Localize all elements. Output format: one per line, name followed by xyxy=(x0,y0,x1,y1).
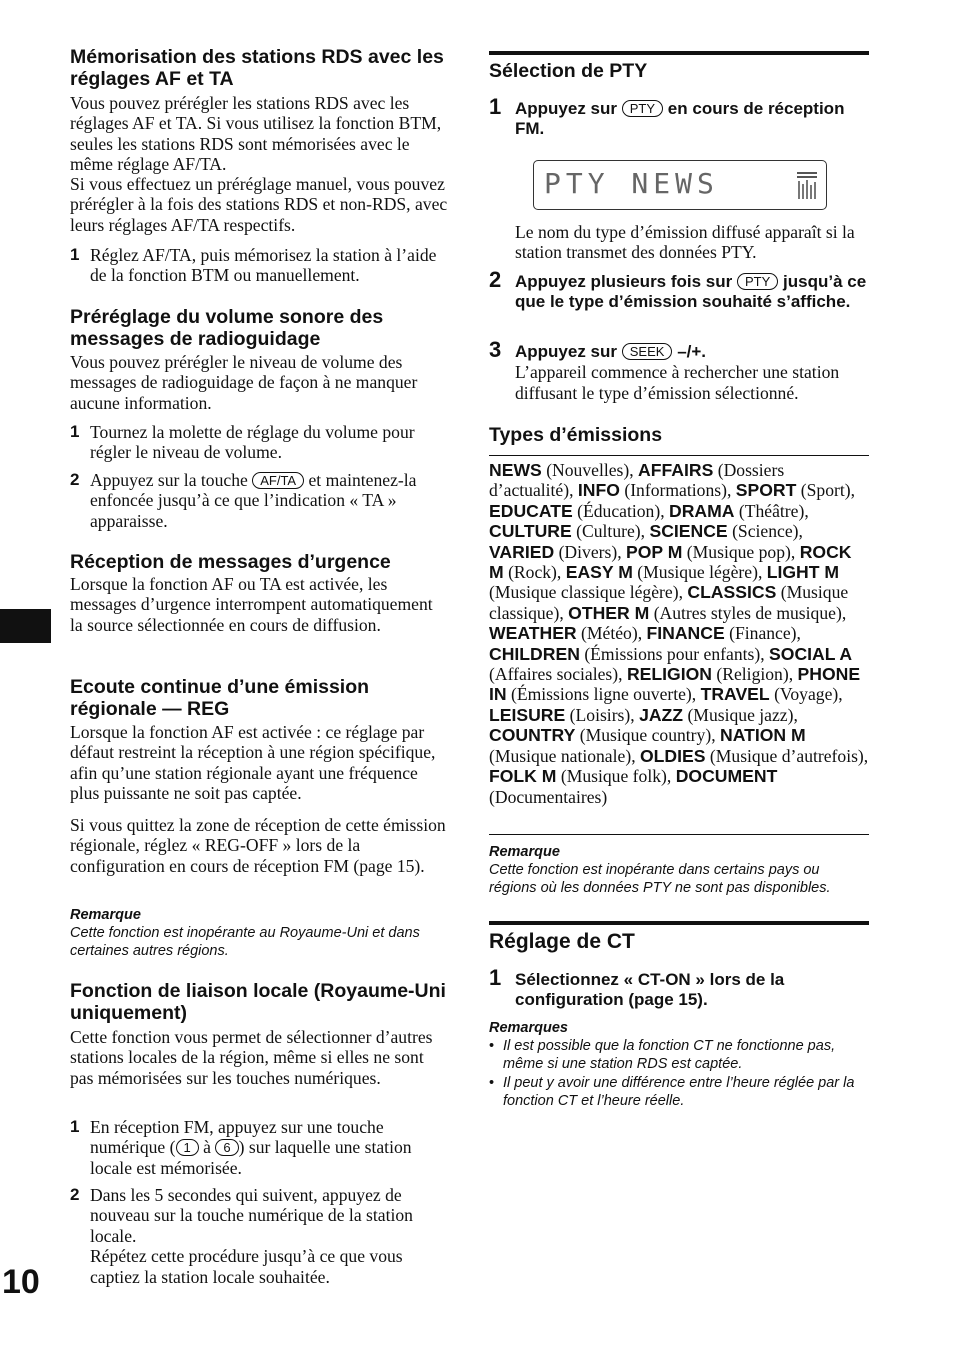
step-text: Sélectionnez « CT-ON » lors de la configuration (page 15). xyxy=(515,970,785,1010)
step-item xyxy=(489,337,869,403)
divider xyxy=(489,455,869,456)
step-number: 1 xyxy=(70,422,80,441)
pty-code: DRAMA xyxy=(668,500,735,521)
pty-code: VARIED xyxy=(489,541,555,562)
af-ta-key: AF/TA xyxy=(252,472,304,489)
pty-description: (Nouvelles) xyxy=(546,460,630,480)
step-text xyxy=(515,342,869,362)
section-title-pty: Sélection de PTY xyxy=(489,60,648,82)
step-text: Réglez AF/TA, puis mémorisez la station à l’aide de la fonction BTM ou manuellement. xyxy=(90,245,437,286)
pty-code: TRAVEL xyxy=(700,684,770,705)
pty-code: OLDIES xyxy=(639,745,706,766)
lcd-text: PTY NEWS xyxy=(544,167,719,200)
step-text: Tournez la molette de réglage du volume pour régler le niveau de volume. xyxy=(90,422,415,463)
step-number: 2 xyxy=(489,267,502,292)
pty-code: COUNTRY xyxy=(489,725,576,746)
paragraph: Vous pouvez prérégler les stations RDS avec les réglages AF et TA. Si vous utilisez la fonction BTM, seules les stations RDS sont mémorisées avec le même réglage AF/TA. xyxy=(70,93,442,175)
paragraph: Si vous effectuez un préréglage manuel, vous pouvez prérégler à la fois des stations RDS et non-RDS, avec leurs réglages AF/TA respectifs. xyxy=(70,174,448,235)
pty-code: CHILDREN xyxy=(489,643,580,664)
lcd-display xyxy=(533,160,827,210)
note-text: Il peut y avoir une différence entre l’heure réglée par la fonction CT et l’heure réelle. xyxy=(503,1075,855,1110)
pty-description: (Sport) xyxy=(800,480,851,501)
pty-code: PHONE IN xyxy=(489,664,861,705)
step-number: 2 xyxy=(70,1185,80,1204)
pty-code: NEWS xyxy=(489,460,542,480)
pty-description: (Rock) xyxy=(508,562,557,583)
note-text: Cette fonction est inopérante au Royaume-Uni et dans certaines autres régions. xyxy=(70,925,420,960)
step-item xyxy=(70,1117,448,1178)
number-key-1: 1 xyxy=(176,1139,199,1156)
page-number: 10 xyxy=(2,1263,40,1301)
pty-description: (Musique légère) xyxy=(637,562,758,583)
section-title-rds-af-ta: Mémorisation des stations RDS avec les réglages AF et TA xyxy=(70,46,444,90)
note-title: Remarque xyxy=(70,907,141,923)
step-text-part: Appuyez plusieurs fois sur xyxy=(515,272,733,291)
section-title-liaison-locale: Fonction de liaison locale (Royaume-Uni uniquement) xyxy=(70,980,446,1024)
pty-description: (Informations) xyxy=(624,480,727,501)
note-title: Remarque xyxy=(489,844,560,860)
step-item xyxy=(489,267,869,313)
step-text xyxy=(515,272,869,313)
step-number: 3 xyxy=(489,337,502,362)
bullet-dot: • xyxy=(489,1038,495,1054)
step-item xyxy=(70,1185,448,1287)
section-title-types: Types d’émissions xyxy=(489,424,663,446)
step-text-part: à xyxy=(203,1137,211,1158)
step-item xyxy=(70,470,448,531)
note-text: Cette fonction est inopérante dans certains pays ou régions où les données PTY ne sont pas disponibles. xyxy=(489,862,831,897)
pty-description: (Musique d’autrefois) xyxy=(709,745,864,766)
step-item xyxy=(489,965,869,1011)
pty-code: NATION M xyxy=(720,725,806,746)
step-item xyxy=(70,422,448,463)
pty-key: PTY xyxy=(622,100,663,117)
pty-code: JAZZ xyxy=(639,704,684,725)
section-tab-marker xyxy=(0,609,51,643)
note-bullet xyxy=(489,1074,869,1111)
pty-code: CLASSICS xyxy=(687,582,777,603)
step-text-part: Appuyez sur xyxy=(515,342,618,361)
pty-description: (Finance) xyxy=(729,623,797,644)
paragraph: Lorsque la fonction AF est activée : ce réglage par défaut restreint la réception à une région spécifique, afin qu’une station régionale ayant une fréquence plus puissante ne soit pas captée. xyxy=(70,722,436,804)
paragraph: Le nom du type d’émission diffusé apparaît si la station transmet des données PTY. xyxy=(515,222,855,263)
pty-types-list: NEWS (Nouvelles), AFFAIRS (Dossiers d’actualité), INFO (Informations), SPORT (Sport), EDUCATE (Éducation), DRAMA (Théâtre), CULTURE (Culture), SCIENCE (Science), VARIED (Divers), POP M (Musique pop), ROCK M (Rock), EASY M (Musique légère), LIGHT M (Musique classique légère), CLASSICS (Musique classique), OTHER M (Autres styles de musique), WEATHER (Météo), FINANCE (Finance), CHILDREN (Émissions pour enfants), SOCIAL A (Affaires sociales), RELIGION (Religion), PHONE IN (Émissions ligne ouverte), TRAVEL (Voyage), LEISURE (Loisirs), JAZZ (Musique jazz), COUNTRY (Musique country), NATION M (Musique nationale), OLDIES (Musique d’autrefois), FOLK M (Musique folk), DOCUMENT (Documentaires) xyxy=(489,460,869,807)
section-divider xyxy=(489,921,869,925)
step-text xyxy=(90,1117,448,1178)
pty-description: (Émissions pour enfants) xyxy=(584,643,761,664)
pty-description: (Religion) xyxy=(716,664,789,685)
pty-description: (Musique folk) xyxy=(560,766,667,787)
note-bullet xyxy=(489,1037,869,1074)
pty-description: (Musique country) xyxy=(579,725,712,746)
step-item xyxy=(489,94,869,140)
pty-code: SPORT xyxy=(735,480,797,501)
pty-description: (Musique pop) xyxy=(686,541,791,562)
step-text-part: jusqu’à ce que le type d’émission souhaité s’affiche. xyxy=(515,272,867,312)
step-text-part: En réception FM, appuyez sur une touche numérique ( xyxy=(90,1117,384,1158)
pty-code: POP M xyxy=(626,541,683,562)
section-title-urgence: Réception de messages d’urgence xyxy=(70,551,391,573)
step-text: Dans les 5 secondes qui suivent, appuyez de nouveau sur la touche numérique de la station locale. xyxy=(90,1185,413,1246)
pty-description: (Loisirs) xyxy=(569,704,631,725)
step-text xyxy=(515,99,869,140)
pty-description: (Divers) xyxy=(558,541,618,562)
pty-description: (Émissions ligne ouverte) xyxy=(511,684,692,705)
bullet-dot: • xyxy=(489,1075,495,1091)
pty-description: (Météo) xyxy=(581,623,638,644)
step-text-part: et maintenez-la enfoncée jusqu’à ce que l’indication « TA » apparaisse. xyxy=(90,470,417,531)
pty-description: (Voyage) xyxy=(774,684,839,705)
step-paragraph xyxy=(489,222,869,263)
step-number: 1 xyxy=(489,94,502,119)
step-text-part: Appuyez sur xyxy=(515,99,618,118)
step-text-part: Appuyez sur la touche xyxy=(90,470,248,490)
pty-key: PTY xyxy=(737,273,778,290)
pty-description: (Musique classique légère) xyxy=(489,582,679,603)
pty-code: DOCUMENT xyxy=(675,766,778,787)
section-title-volume: Préréglage du volume sonore des messages de radioguidage xyxy=(70,306,384,350)
section-title-ct: Réglage de CT xyxy=(489,930,635,953)
divider xyxy=(489,834,869,835)
pty-code: EDUCATE xyxy=(489,500,573,521)
paragraph: Cette fonction vous permet de sélectionner d’autres stations locales de la région, même si elles ne sont pas mémorisées sur les touches numériques. xyxy=(70,1027,433,1088)
step-text xyxy=(90,470,448,531)
pty-code: LEISURE xyxy=(489,704,566,725)
pty-code: AFFAIRS xyxy=(638,460,714,480)
pty-description: (Science) xyxy=(732,521,799,542)
seek-key: SEEK xyxy=(622,343,673,360)
pty-code: EASY M xyxy=(565,562,633,583)
pty-code: CULTURE xyxy=(489,521,572,542)
step-text: Répétez cette procédure jusqu’à ce que vous captiez la station locale souhaitée. xyxy=(90,1246,403,1287)
note-text: Il est possible que la fonction CT ne fonctionne pas, même si une station RDS est captée. xyxy=(503,1038,836,1073)
pty-description: (Documentaires) xyxy=(489,786,608,807)
paragraph: Si vous quittez la zone de réception de cette émission régionale, réglez « REG-OFF » lors de la configuration en cours de réception FM (page 15). xyxy=(70,815,446,876)
pty-code: FOLK M xyxy=(489,766,557,787)
pty-code: INFO xyxy=(577,480,620,501)
step-text-part: en cours de réception FM. xyxy=(515,99,845,139)
pty-code: SOCIAL A xyxy=(769,643,853,664)
pty-code: OTHER M xyxy=(568,602,650,623)
pty-code: ROCK M xyxy=(489,541,852,583)
note-title: Remarques xyxy=(489,1020,568,1036)
step-number: 2 xyxy=(70,470,80,489)
pty-description: (Autres styles de musique) xyxy=(653,602,842,623)
pty-code: SCIENCE xyxy=(649,521,728,542)
eq-bars-icon xyxy=(796,171,818,201)
step-text-part: –/+. xyxy=(677,342,707,361)
step-number: 1 xyxy=(70,1117,80,1136)
paragraph: Vous pouvez prérégler le niveau de volume des messages de radioguidage de façon à ne manquer aucune information. xyxy=(70,352,418,413)
step-item xyxy=(70,245,448,286)
pty-description: (Théâtre) xyxy=(738,500,805,521)
pty-description: (Musique jazz) xyxy=(687,704,794,725)
pty-code: RELIGION xyxy=(626,664,712,685)
step-text-part: ) sur laquelle une station locale est mémorisée. xyxy=(90,1137,412,1178)
step-number: 1 xyxy=(489,965,502,990)
pty-code: FINANCE xyxy=(646,623,725,644)
section-divider xyxy=(489,51,869,55)
pty-code: LIGHT M xyxy=(766,562,840,583)
pty-description: (Dossiers d’actualité) xyxy=(489,460,785,501)
pty-description: (Musique nationale) xyxy=(489,745,632,766)
paragraph: Lorsque la fonction AF ou TA est activée, les messages d’urgence interrompent automatiquement la source sélectionnée en cours de diffusion. xyxy=(70,574,433,635)
pty-description: (Affaires sociales) xyxy=(489,664,619,685)
pty-description: (Éducation) xyxy=(577,500,661,521)
paragraph: L’appareil commence à rechercher une station diffusant le type d’émission sélectionné. xyxy=(515,362,840,403)
pty-description: (Culture) xyxy=(576,521,641,542)
section-title-reg: Ecoute continue d’une émission régionale — REG xyxy=(70,676,370,720)
pty-code: WEATHER xyxy=(489,623,577,644)
step-number: 1 xyxy=(70,245,80,264)
number-key-6: 6 xyxy=(215,1139,238,1156)
pty-description: (Musique classique) xyxy=(489,582,849,623)
